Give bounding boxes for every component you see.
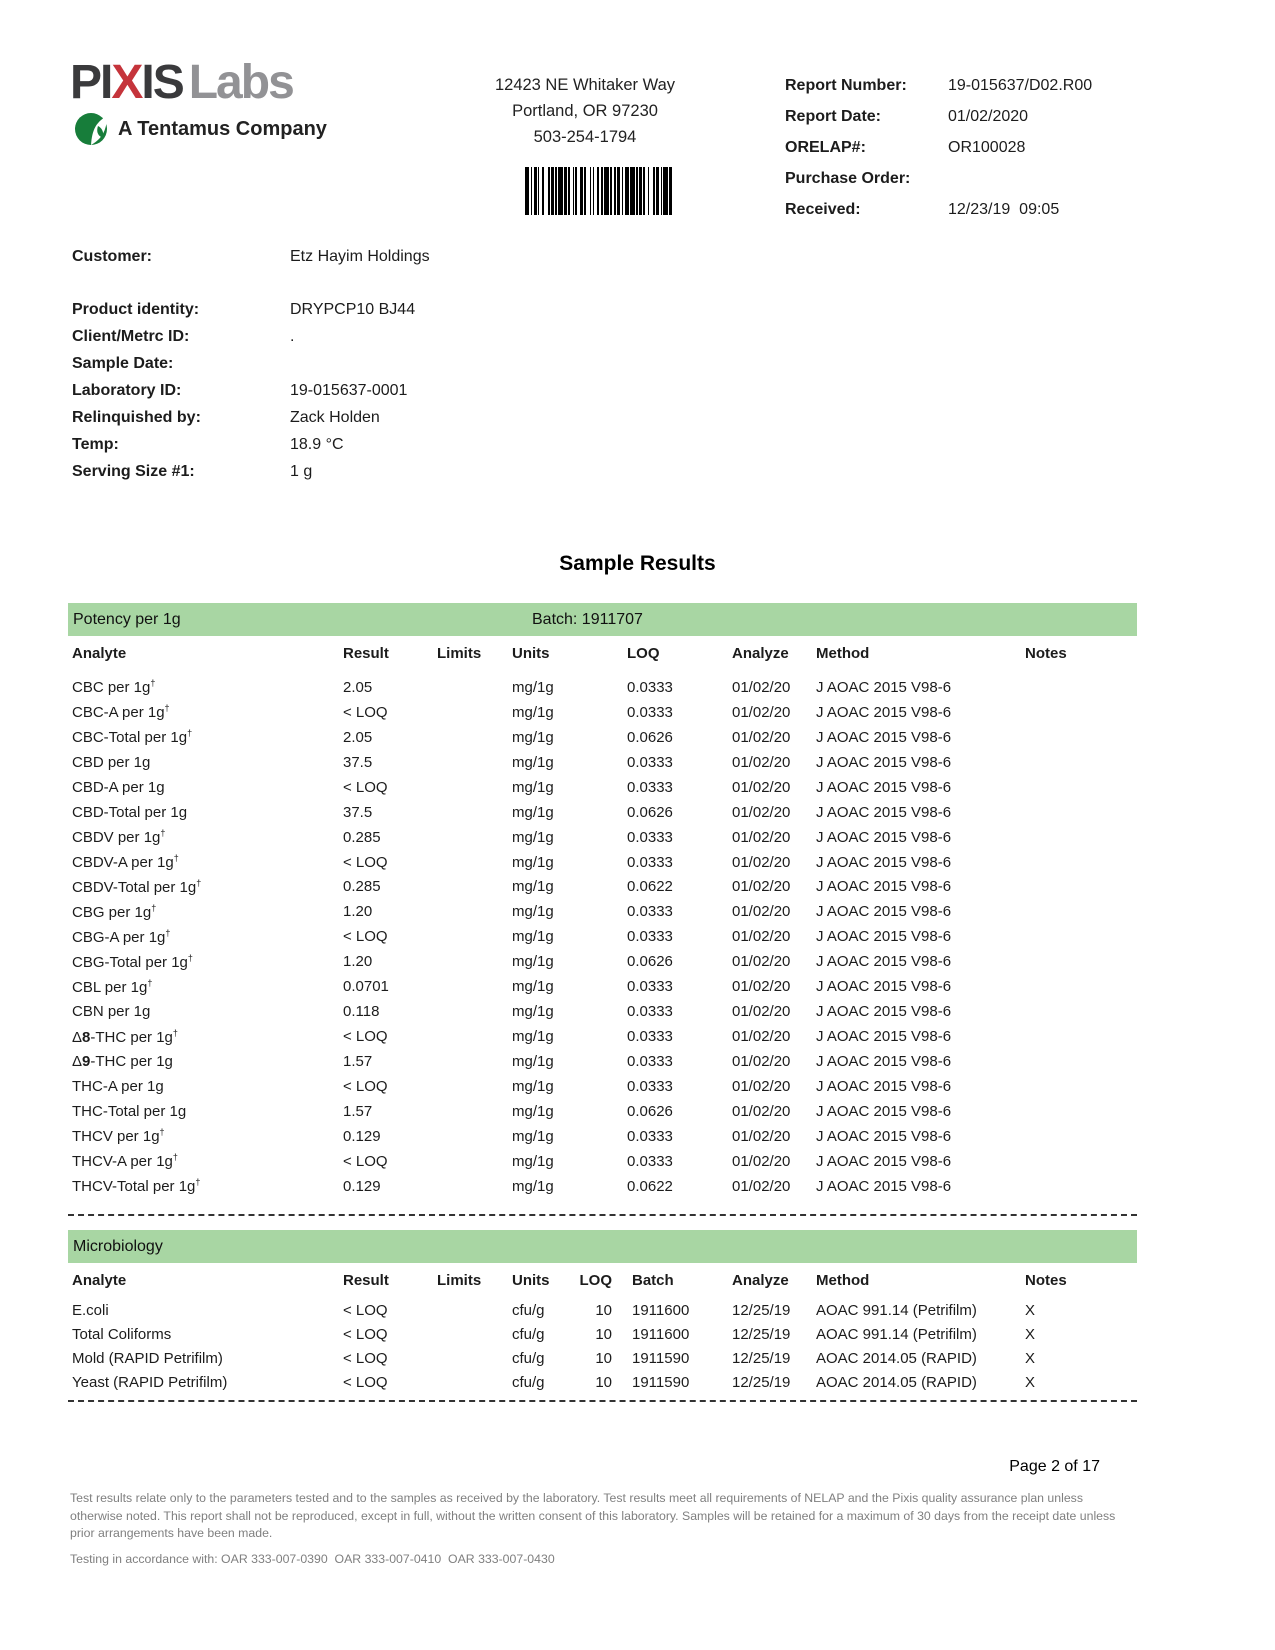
cell-units: mg/1g xyxy=(512,903,554,921)
table-row xyxy=(68,875,1137,900)
barcode-bar xyxy=(669,167,672,215)
table-row xyxy=(68,1174,1137,1199)
barcode xyxy=(525,167,672,215)
table-header-cell: Notes xyxy=(1025,1271,1067,1289)
cell-notes: X xyxy=(1025,1325,1036,1343)
table-row xyxy=(68,775,1137,800)
sample-info-value: 18.9 °C xyxy=(290,435,344,453)
table-row xyxy=(68,1099,1137,1124)
cell-analyte: THCV-A per 1g† xyxy=(72,1152,178,1171)
sample-info-row xyxy=(72,323,772,350)
pixis-labs-logo xyxy=(70,58,327,146)
table-row xyxy=(68,924,1137,949)
table-row xyxy=(68,1322,1137,1346)
cell-units: mg/1g xyxy=(512,1127,554,1145)
cell-batch: 1911590 xyxy=(632,1373,690,1391)
lab-address xyxy=(430,72,740,150)
section-divider xyxy=(68,1400,1137,1402)
cell-units: mg/1g xyxy=(512,1053,554,1071)
cell-units: mg/1g xyxy=(512,753,554,771)
cell-analyze: 01/02/20 xyxy=(732,778,791,796)
cell-loq: 0.0333 xyxy=(627,1053,673,1071)
address-line-2: Portland, OR 97230 xyxy=(512,102,658,120)
footer-disclaimer: Test results relate only to the parameters tested and to the samples as received by the laboratory. Test results meet all requirements of NELAP and the Pixis quality assurance plan unless otherwise noted. This report shall not be reproduced, except in full, without the written consent of this laboratory. Samples will be retained for a maximum of 30 days from the receipt date unless prior arrangements have been made. xyxy=(70,1491,1116,1540)
table-header-cell: LOQ xyxy=(579,1271,612,1289)
cell-method: J AOAC 2015 V98-6 xyxy=(816,878,952,896)
table-row xyxy=(68,675,1137,700)
sample-info-label: Client/Metrc ID: xyxy=(72,327,190,345)
page-title: Sample Results xyxy=(559,552,716,575)
cell-loq: 0.0333 xyxy=(627,928,673,946)
sample-info-value: Zack Holden xyxy=(290,408,380,426)
cell-analyze: 12/25/19 xyxy=(732,1301,791,1319)
cell-method: J AOAC 2015 V98-6 xyxy=(816,1028,952,1046)
cell-loq: 0.0626 xyxy=(627,803,673,821)
cell-analyze: 01/02/20 xyxy=(732,1028,791,1046)
cell-analyte: CBDV-Total per 1g† xyxy=(72,877,202,896)
report-info xyxy=(785,70,1155,225)
cell-method: J AOAC 2015 V98-6 xyxy=(816,1152,952,1170)
report-info-value: 19-015637/D02.R00 xyxy=(948,76,1093,94)
cell-method: J AOAC 2015 V98-6 xyxy=(816,1102,952,1120)
table-row xyxy=(68,1024,1137,1049)
cell-result: < LOQ xyxy=(343,853,388,871)
sample-info-row xyxy=(72,296,772,323)
sample-info-label: Customer: xyxy=(72,247,153,265)
cell-loq: 0.0333 xyxy=(627,1152,673,1170)
cell-analyze: 01/02/20 xyxy=(732,1003,791,1021)
cell-units: cfu/g xyxy=(512,1301,545,1319)
cell-analyte: CBDV-A per 1g† xyxy=(72,853,179,872)
table-header-cell: Analyte xyxy=(72,1271,127,1289)
cell-result: 0.118 xyxy=(343,1003,380,1021)
sample-info-label: Temp: xyxy=(72,435,119,453)
cell-batch: 1911600 xyxy=(632,1301,690,1319)
cell-method: AOAC 991.14 (Petrifilm) xyxy=(816,1325,977,1343)
report-info-row xyxy=(785,194,1155,225)
report-info-row xyxy=(785,132,1155,163)
report-info-value: OR100028 xyxy=(948,138,1026,156)
cell-method: J AOAC 2015 V98-6 xyxy=(816,678,952,696)
cell-loq: 0.0622 xyxy=(627,1177,673,1195)
table-row xyxy=(68,700,1137,725)
table-row xyxy=(68,850,1137,875)
cell-units: mg/1g xyxy=(512,928,554,946)
cell-units: mg/1g xyxy=(512,678,554,696)
cell-result: 1.57 xyxy=(343,1102,373,1120)
cell-result: 1.57 xyxy=(343,1053,373,1071)
table-header-cell: Notes xyxy=(1025,644,1067,662)
logo-text-x: X xyxy=(111,56,142,109)
cell-result: < LOQ xyxy=(343,1301,388,1319)
report-info-row xyxy=(785,101,1155,132)
cell-result: < LOQ xyxy=(343,1349,388,1367)
cell-analyte: THC-A per 1g xyxy=(72,1077,164,1095)
cell-batch: 1911600 xyxy=(632,1325,690,1343)
cell-analyte: CBDV per 1g† xyxy=(72,828,166,847)
table-row xyxy=(68,1149,1137,1174)
cell-loq: 0.0626 xyxy=(627,728,673,746)
cell-result: 0.0701 xyxy=(343,978,389,996)
table-header-cell: Batch xyxy=(632,1271,674,1289)
cell-loq: 0.0333 xyxy=(627,1028,673,1046)
cell-units: mg/1g xyxy=(512,853,554,871)
cell-analyte: Yeast (RAPID Petrifilm) xyxy=(72,1373,228,1391)
cell-analyte: CBG-A per 1g† xyxy=(72,927,171,946)
cell-result: 0.129 xyxy=(343,1127,381,1145)
table-header-cell: Limits xyxy=(437,1271,482,1289)
footer-accordance: Testing in accordance with: OAR 333-007-0390 OAR 333-007-0410 OAR 333-007-0430 xyxy=(70,1552,555,1566)
cell-units: mg/1g xyxy=(512,1077,554,1095)
cell-result: 2.05 xyxy=(343,678,373,696)
cell-units: mg/1g xyxy=(512,1003,554,1021)
potency-section-title: Potency per 1g xyxy=(73,610,181,628)
address-line-3: 503-254-1794 xyxy=(533,128,637,146)
cell-units: mg/1g xyxy=(512,803,554,821)
cell-analyte: Δ9-THC per 1g xyxy=(72,1053,173,1071)
sample-info-row xyxy=(72,458,772,485)
sample-info-value: 19-015637-0001 xyxy=(290,381,408,399)
cell-method: AOAC 2014.05 (RAPID) xyxy=(816,1349,977,1367)
cell-loq: 0.0333 xyxy=(627,853,673,871)
cell-analyze: 01/02/20 xyxy=(732,753,791,771)
microbiology-table-header xyxy=(68,1268,1137,1292)
cell-result: 0.129 xyxy=(343,1177,381,1195)
potency-section-header xyxy=(68,603,1137,636)
report-info-row xyxy=(785,70,1155,101)
cell-result: 0.285 xyxy=(343,828,381,846)
cell-method: J AOAC 2015 V98-6 xyxy=(816,853,952,871)
cell-units: mg/1g xyxy=(512,878,554,896)
cell-method: J AOAC 2015 V98-6 xyxy=(816,903,952,921)
logo-text-is: IS xyxy=(141,56,183,109)
cell-result: 1.20 xyxy=(343,903,373,921)
cell-units: mg/1g xyxy=(512,1028,554,1046)
cell-units: cfu/g xyxy=(512,1373,545,1391)
cell-analyte: CBD-A per 1g xyxy=(72,778,165,796)
cell-loq: 10 xyxy=(595,1349,612,1367)
table-row xyxy=(68,725,1137,750)
cell-method: J AOAC 2015 V98-6 xyxy=(816,953,952,971)
report-info-label: Report Number: xyxy=(785,76,907,94)
cell-result: < LOQ xyxy=(343,703,388,721)
sample-info-row xyxy=(72,350,772,377)
report-info-label: ORELAP#: xyxy=(785,138,866,156)
cell-method: J AOAC 2015 V98-6 xyxy=(816,1077,952,1095)
cell-analyze: 01/02/20 xyxy=(732,853,791,871)
cell-loq: 0.0333 xyxy=(627,678,673,696)
table-row xyxy=(68,974,1137,999)
cell-result: 0.285 xyxy=(343,878,381,896)
cell-analyze: 01/02/20 xyxy=(732,1102,791,1120)
cell-result: 2.05 xyxy=(343,728,373,746)
cell-result: < LOQ xyxy=(343,1325,388,1343)
logo-wordmark xyxy=(70,58,327,108)
table-header-cell: Result xyxy=(343,1271,389,1289)
cell-result: < LOQ xyxy=(343,928,388,946)
cell-analyze: 01/02/20 xyxy=(732,828,791,846)
report-info-value: 01/02/2020 xyxy=(948,107,1029,125)
cell-analyte: Δ8-THC per 1g† xyxy=(72,1027,178,1046)
sample-info-value: 1 g xyxy=(290,462,313,480)
logo-text-pi: PI xyxy=(70,56,112,109)
cell-method: J AOAC 2015 V98-6 xyxy=(816,1177,952,1195)
cell-method: J AOAC 2015 V98-6 xyxy=(816,753,952,771)
cell-method: J AOAC 2015 V98-6 xyxy=(816,828,952,846)
report-info-value: 12/23/19 09:05 xyxy=(948,200,1060,218)
potency-table-body xyxy=(68,675,1137,1199)
potency-table-header xyxy=(68,641,1137,665)
potency-batch-label: Batch: 1911707 xyxy=(532,610,643,628)
sample-info-row xyxy=(72,431,772,458)
cell-method: J AOAC 2015 V98-6 xyxy=(816,1003,952,1021)
cell-analyze: 01/02/20 xyxy=(732,928,791,946)
cell-analyte: E.coli xyxy=(72,1301,109,1319)
table-row xyxy=(68,949,1137,974)
cell-notes: X xyxy=(1025,1301,1036,1319)
cell-analyte: CBG per 1g† xyxy=(72,902,157,921)
cell-method: AOAC 2014.05 (RAPID) xyxy=(816,1373,977,1391)
cell-analyte: THC-Total per 1g xyxy=(72,1102,187,1120)
sample-info-row xyxy=(72,243,772,270)
microbiology-section-title: Microbiology xyxy=(73,1237,163,1255)
logo-text-labs: Labs xyxy=(188,56,293,109)
cell-analyze: 12/25/19 xyxy=(732,1373,791,1391)
table-row xyxy=(68,899,1137,924)
sample-info-label: Serving Size #1: xyxy=(72,462,195,480)
cell-loq: 0.0333 xyxy=(627,1077,673,1095)
table-header-cell: Limits xyxy=(437,644,482,662)
report-info-row xyxy=(785,163,1155,194)
page-number: Page 2 of 17 xyxy=(1009,1458,1100,1475)
table-row xyxy=(68,1370,1137,1394)
table-header-cell: Analyze xyxy=(732,1271,789,1289)
cell-analyze: 12/25/19 xyxy=(732,1349,791,1367)
cell-analyze: 01/02/20 xyxy=(732,1152,791,1170)
table-header-cell: Method xyxy=(816,644,870,662)
cell-loq: 0.0333 xyxy=(627,778,673,796)
cell-loq: 0.0626 xyxy=(627,953,673,971)
cell-analyte: CBN per 1g xyxy=(72,1003,151,1021)
cell-units: mg/1g xyxy=(512,728,554,746)
leaf-icon xyxy=(74,112,110,146)
cell-analyte: CBC-Total per 1g† xyxy=(72,728,193,747)
cell-analyte: THCV per 1g† xyxy=(72,1127,165,1146)
cell-result: 37.5 xyxy=(343,753,373,771)
cell-units: mg/1g xyxy=(512,778,554,796)
cell-analyte: CBD per 1g xyxy=(72,753,151,771)
sample-info-value: . xyxy=(290,327,295,345)
table-header-cell: Result xyxy=(343,644,389,662)
cell-analyte: THCV-Total per 1g† xyxy=(72,1177,201,1196)
cell-loq: 10 xyxy=(595,1325,612,1343)
table-header-cell: LOQ xyxy=(627,644,660,662)
cell-units: cfu/g xyxy=(512,1325,545,1343)
sample-info-value: DRYPCP10 BJ44 xyxy=(290,300,416,318)
report-info-label: Report Date: xyxy=(785,107,882,125)
cell-analyze: 01/02/20 xyxy=(732,1127,791,1145)
cell-units: cfu/g xyxy=(512,1349,545,1367)
cell-loq: 0.0626 xyxy=(627,1102,673,1120)
cell-analyte: Mold (RAPID Petrifilm) xyxy=(72,1349,223,1367)
cell-result: < LOQ xyxy=(343,1373,388,1391)
cell-batch: 1911590 xyxy=(632,1349,690,1367)
table-header-cell: Analyte xyxy=(72,644,127,662)
cell-loq: 0.0333 xyxy=(627,903,673,921)
cell-loq: 0.0333 xyxy=(627,828,673,846)
cell-analyte: CBC-A per 1g† xyxy=(72,703,170,722)
cell-analyze: 01/02/20 xyxy=(732,678,791,696)
cell-analyte: CBG-Total per 1g† xyxy=(72,952,193,971)
cell-result: < LOQ xyxy=(343,1028,388,1046)
cell-analyte: CBD-Total per 1g xyxy=(72,803,188,821)
cell-method: J AOAC 2015 V98-6 xyxy=(816,1053,952,1071)
cell-method: J AOAC 2015 V98-6 xyxy=(816,703,952,721)
microbiology-table-body xyxy=(68,1298,1137,1394)
cell-units: mg/1g xyxy=(512,828,554,846)
cell-result: < LOQ xyxy=(343,1077,388,1095)
sample-info-label: Laboratory ID: xyxy=(72,381,182,399)
sample-info-row xyxy=(72,404,772,431)
cell-notes: X xyxy=(1025,1373,1036,1391)
cell-analyze: 01/02/20 xyxy=(732,1177,791,1195)
logo-tagline: A Tentamus Company xyxy=(118,117,327,140)
cell-analyze: 01/02/20 xyxy=(732,1053,791,1071)
table-row xyxy=(68,1124,1137,1149)
cell-loq: 0.0333 xyxy=(627,978,673,996)
table-row xyxy=(68,1346,1137,1370)
cell-analyze: 01/02/20 xyxy=(732,903,791,921)
cell-loq: 10 xyxy=(595,1373,612,1391)
cell-analyze: 01/02/20 xyxy=(732,953,791,971)
cell-analyze: 01/02/20 xyxy=(732,978,791,996)
cell-units: mg/1g xyxy=(512,1177,554,1195)
cell-loq: 0.0622 xyxy=(627,878,673,896)
table-header-cell: Units xyxy=(512,1271,550,1289)
table-header-cell: Analyze xyxy=(732,644,789,662)
sample-info-value: Etz Hayim Holdings xyxy=(290,247,430,265)
cell-method: J AOAC 2015 V98-6 xyxy=(816,803,952,821)
cell-analyze: 01/02/20 xyxy=(732,703,791,721)
cell-method: J AOAC 2015 V98-6 xyxy=(816,778,952,796)
sample-info xyxy=(72,243,772,485)
cell-method: AOAC 991.14 (Petrifilm) xyxy=(816,1301,977,1319)
cell-analyte: Total Coliforms xyxy=(72,1325,172,1343)
sample-info-label: Sample Date: xyxy=(72,354,174,372)
cell-result: < LOQ xyxy=(343,778,388,796)
microbiology-section-header xyxy=(68,1230,1137,1263)
report-info-label: Purchase Order: xyxy=(785,169,911,187)
table-row xyxy=(68,1298,1137,1322)
table-row xyxy=(68,999,1137,1024)
cell-method: J AOAC 2015 V98-6 xyxy=(816,978,952,996)
cell-units: mg/1g xyxy=(512,1152,554,1170)
cell-units: mg/1g xyxy=(512,703,554,721)
cell-method: J AOAC 2015 V98-6 xyxy=(816,928,952,946)
cell-analyte: CBC per 1g† xyxy=(72,678,156,697)
table-row xyxy=(68,1049,1137,1074)
sample-info-label: Relinquished by: xyxy=(72,408,201,426)
table-row xyxy=(68,825,1137,850)
cell-analyze: 01/02/20 xyxy=(732,728,791,746)
table-header-cell: Units xyxy=(512,644,550,662)
cell-notes: X xyxy=(1025,1349,1036,1367)
cell-units: mg/1g xyxy=(512,1102,554,1120)
cell-result: 1.20 xyxy=(343,953,373,971)
report-info-label: Received: xyxy=(785,200,861,218)
cell-units: mg/1g xyxy=(512,953,554,971)
cell-method: J AOAC 2015 V98-6 xyxy=(816,728,952,746)
table-row xyxy=(68,1074,1137,1099)
table-row xyxy=(68,800,1137,825)
cell-analyze: 01/02/20 xyxy=(732,803,791,821)
cell-loq: 10 xyxy=(595,1301,612,1319)
cell-loq: 0.0333 xyxy=(627,753,673,771)
cell-analyze: 01/02/20 xyxy=(732,1077,791,1095)
cell-result: < LOQ xyxy=(343,1152,388,1170)
sample-info-label: Product identity: xyxy=(72,300,200,318)
cell-loq: 0.0333 xyxy=(627,1127,673,1145)
cell-analyze: 01/02/20 xyxy=(732,878,791,896)
cell-analyte: CBL per 1g† xyxy=(72,977,153,996)
cell-method: J AOAC 2015 V98-6 xyxy=(816,1127,952,1145)
table-header-cell: Method xyxy=(816,1271,870,1289)
section-divider xyxy=(68,1214,1137,1216)
address-line-1: 12423 NE Whitaker Way xyxy=(494,76,676,94)
cell-analyze: 12/25/19 xyxy=(732,1325,791,1343)
cell-loq: 0.0333 xyxy=(627,1003,673,1021)
sample-info-row xyxy=(72,377,772,404)
cell-units: mg/1g xyxy=(512,978,554,996)
cell-loq: 0.0333 xyxy=(627,703,673,721)
cell-result: 37.5 xyxy=(343,803,373,821)
table-row xyxy=(68,750,1137,775)
